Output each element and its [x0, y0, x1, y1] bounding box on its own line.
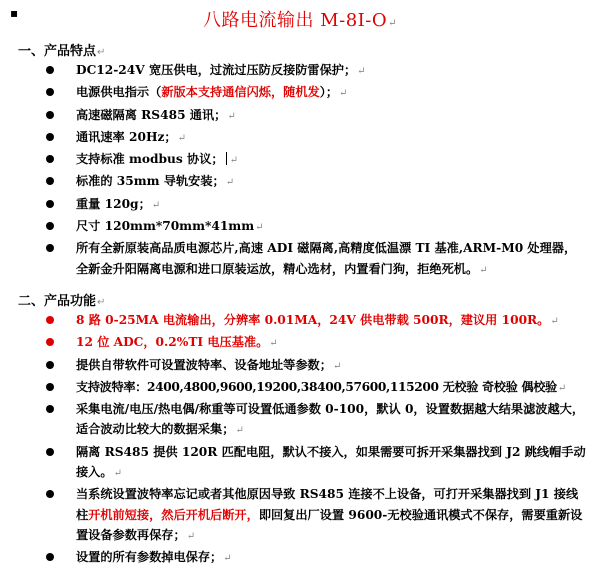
bullet-icon [46, 222, 54, 230]
list-item [0, 171, 600, 193]
return-mark: ↵ [255, 222, 264, 234]
item-text: 所有全新原装高品质电源芯片,高速 ADI 磁隔离,高精度低温漂 TI 基准,ARM-M0 处理器，全新金升阳隔离电源和进口原装运放，精心选材，内置看门狗，拒绝死机。 [76, 241, 577, 276]
item-text: ）； [319, 85, 339, 100]
list-item [0, 194, 600, 216]
section-heading-text: 二、产品功能 [18, 294, 97, 309]
return-mark: ↵ [339, 88, 348, 100]
item-text: 支持标准 modbus 协议； [76, 152, 224, 167]
item-text: 提供自带软件可设置波特率、设备地址等参数； [76, 357, 332, 372]
list-item [0, 82, 600, 104]
item-text: 当系统设置波特率忘记或者其他原因导致 RS485 连接不上设备，可打开采集器找到 J1 接线柱 [76, 487, 579, 522]
functions-list [0, 310, 600, 570]
item-text: 隔离 RS485 提供 120R 匹配电阻，默认不接入，如果需要可拆开采集器找到 J2 跳线帽手动接入。 [76, 444, 586, 480]
item-text: 8 路 0-25MA 电流输出，分辨率 0.01MA，24V 供电带载 500R，建议用 100R。 [76, 313, 550, 327]
bullet-icon [46, 155, 54, 163]
item-text: 设置的所有参数掉电保存； [76, 550, 223, 565]
list-item [0, 310, 600, 332]
return-mark: ↵ [235, 425, 244, 437]
section-heading-text: 一、产品特点 [18, 44, 97, 59]
return-mark: ↵ [225, 177, 235, 189]
return-mark: ↵ [357, 66, 366, 77]
bullet-icon [46, 553, 54, 561]
section-heading-functions [18, 290, 105, 309]
bullet-icon [46, 66, 54, 74]
bullet-icon [46, 316, 54, 324]
item-text: 采集电流/电压/热电偶/称重等可设置低通参数 0-100，默认 0，设置数据越大结果滤波越大，适合波动比较大的数据采集； [76, 402, 585, 437]
list-item [0, 377, 600, 399]
item-text: 高速磁隔离 RS485 通讯； [76, 107, 227, 122]
return-mark: ↵ [97, 47, 106, 58]
list-item [0, 547, 600, 569]
return-mark: ↵ [479, 264, 488, 276]
list-item [0, 127, 600, 149]
return-mark: ↵ [227, 110, 236, 122]
item-text: 电源供电指示（ [76, 85, 162, 100]
item-text: 通讯速率 20Hz； [76, 129, 177, 144]
features-list [0, 60, 600, 281]
document-title [0, 6, 600, 32]
list-item [0, 216, 600, 238]
item-highlight: 开机前短接，然后开机后断开， [88, 507, 259, 522]
return-mark: ↵ [151, 199, 161, 211]
return-mark: ↵ [550, 316, 559, 327]
return-mark: ↵ [223, 553, 232, 565]
return-mark: ↵ [97, 297, 106, 308]
return-mark: ↵ [332, 360, 342, 372]
list-item [0, 332, 600, 354]
item-text: 12 位 ADC，0.2%TI 电压基准。 [76, 335, 269, 350]
return-mark: ↵ [557, 382, 566, 394]
item-text: 标准的 35mm 导轨安装； [76, 174, 225, 189]
item-text: 尺寸 120mm*70mm*41mm [76, 219, 255, 234]
bullet-icon [46, 177, 54, 185]
item-text: 支持波特率：2400,4800,9600,19200,38400,57600,115200 无校验 奇校验 偶校验 [76, 379, 557, 394]
bullet-icon [46, 111, 54, 119]
list-item [0, 484, 600, 547]
bullet-icon [46, 244, 54, 252]
list-item [0, 238, 600, 281]
return-mark: ↵ [229, 155, 238, 167]
return-mark: ↵ [113, 468, 122, 480]
bullet-icon [46, 133, 54, 141]
section-heading-features [18, 40, 105, 59]
bullet-icon [46, 361, 54, 369]
bullet-icon [46, 383, 54, 391]
return-mark: ↵ [186, 530, 196, 542]
bullet-icon [46, 490, 54, 498]
bullet-icon [46, 448, 54, 456]
item-text: 即回复出厂设置 9600-无校验通讯模式不保存，需要重新设置设备参数再保存； [76, 507, 583, 542]
list-item [0, 149, 600, 171]
item-text: DC12-24V 宽压供电，过流过压防反接防雷保护； [76, 63, 357, 77]
title-text: 八路电流输出 M-8I-O [202, 10, 388, 31]
list-item [0, 60, 600, 82]
bullet-icon [46, 405, 54, 413]
list-item [0, 442, 600, 485]
return-mark: ↵ [177, 132, 186, 144]
return-mark: ↵ [388, 18, 398, 29]
list-item [0, 399, 600, 442]
item-text: 重量 120g； [76, 196, 151, 211]
list-item [0, 105, 600, 127]
return-mark: ↵ [269, 338, 278, 350]
corner-mark: ▪ [10, 6, 19, 20]
item-highlight: 新版本支持通信闪烁，随机发 [161, 85, 320, 100]
bullet-icon [46, 200, 54, 208]
list-item [0, 355, 600, 377]
text-cursor [226, 152, 227, 165]
bullet-icon [46, 88, 54, 96]
bullet-icon [46, 338, 54, 346]
